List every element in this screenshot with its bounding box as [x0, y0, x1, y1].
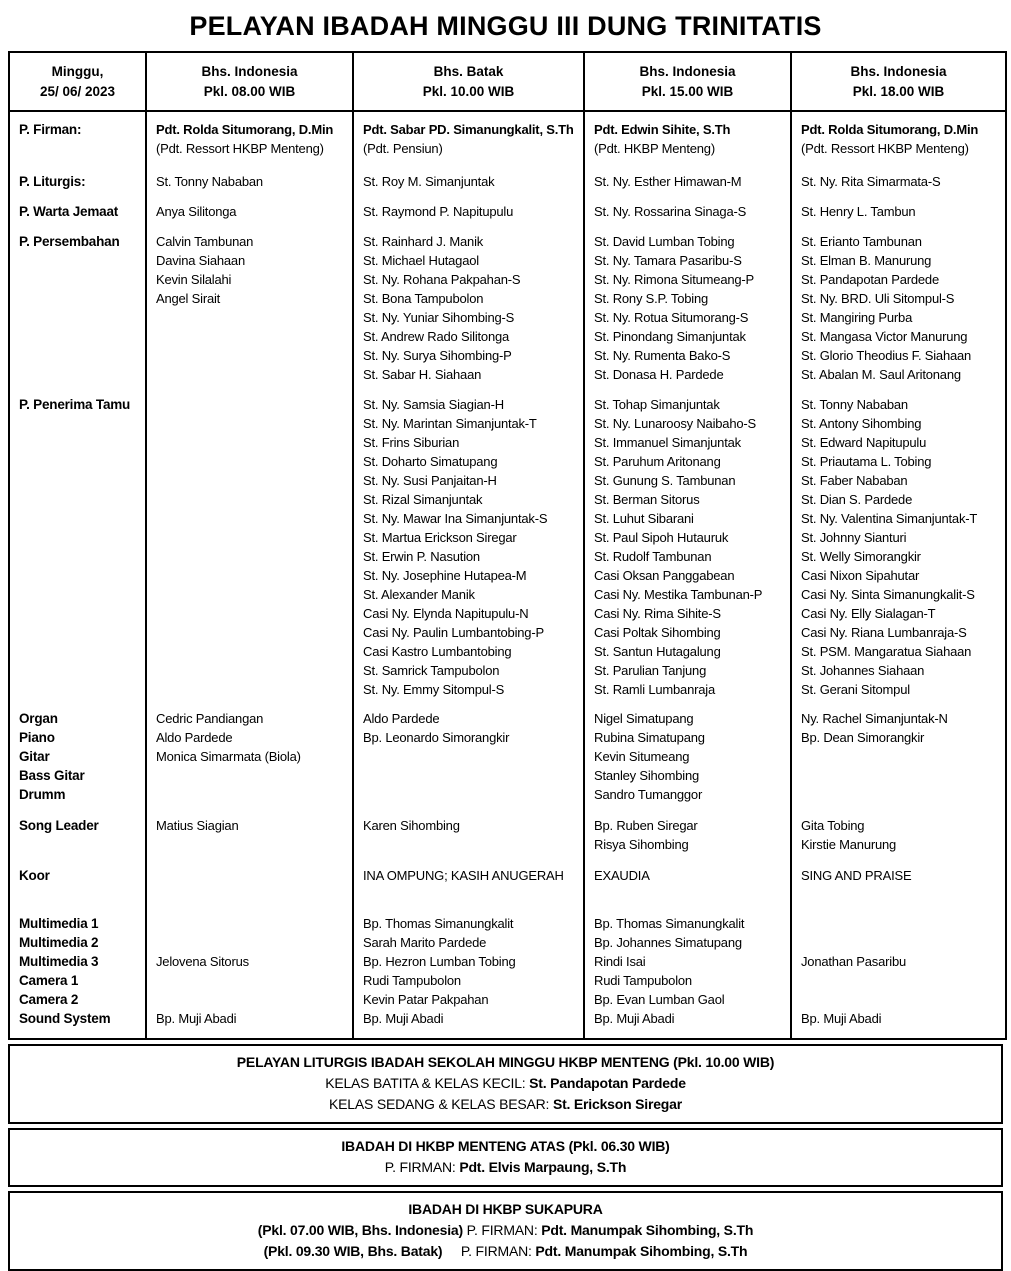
name-line: Casi Ny. Riana Lumbanraja-S	[801, 625, 967, 640]
name-line: St. Ny. Valentina Simanjuntak-T	[801, 511, 978, 526]
name-line: St. Ny. Rohana Pakpahan-S	[363, 272, 521, 287]
name-line: Casi Ny. Elynda Napitupulu-N	[363, 606, 529, 621]
section	[19, 232, 142, 395]
box-line	[10, 1220, 1001, 1241]
row-label: Piano	[19, 730, 55, 745]
row-label: Koor	[19, 868, 50, 883]
header-cell	[585, 53, 792, 110]
header-line: Pkl. 15.00 WIB	[641, 84, 734, 99]
name-line: St. David Lumban Tobing	[594, 234, 735, 249]
section	[19, 709, 142, 816]
name-line: Casi Nixon Sipahutar	[801, 568, 920, 583]
section	[801, 202, 1002, 232]
name-line: Bp. Muji Abadi	[801, 1011, 882, 1026]
name-line: Bp. Muji Abadi	[594, 1011, 675, 1026]
name-line: (Pdt. Ressort HKBP Menteng)	[801, 141, 969, 156]
name-line: Casi Ny. Mestika Tambunan-P	[594, 587, 763, 602]
name-line: Bp. Johannes Simatupang	[594, 935, 742, 950]
row-label: P. Liturgis:	[19, 174, 86, 189]
header-line: 25/ 06/ 2023	[39, 84, 116, 99]
name-line: Monica Simarmata (Biola)	[156, 749, 301, 764]
name-line: St. Glorio Theodius F. Siahaan	[801, 348, 972, 363]
section	[156, 866, 349, 914]
section	[363, 395, 580, 709]
notice-box-3	[8, 1191, 1003, 1271]
box-text-segment: KELAS SEDANG & KELAS BESAR:	[329, 1096, 553, 1112]
name-line: St. Doharto Simatupang	[363, 454, 498, 469]
name-line: Sarah Marito Pardede	[363, 935, 487, 950]
name-line: St. Gunung S. Tambunan	[594, 473, 736, 488]
row-label: Song Leader	[19, 818, 99, 833]
name-line: St. Rony S.P. Tobing	[594, 291, 709, 306]
name-line: St. Ny. Rimona Situmeang-P	[594, 272, 755, 287]
box-heading	[10, 1136, 1001, 1157]
section	[156, 709, 349, 816]
section	[594, 120, 787, 172]
section	[801, 232, 1002, 395]
name-line: Ny. Rachel Simanjuntak-N	[801, 711, 948, 726]
main-table	[8, 51, 1007, 1040]
name-line: St. Ny. Samsia Siagian-H	[363, 397, 504, 412]
section	[156, 816, 349, 866]
name-line: Casi Ny. Rima Sihite-S	[594, 606, 721, 621]
name-line: St. Ny. Lunaroosy Naibaho-S	[594, 416, 757, 431]
name-line: St. Ny. Susi Panjaitan-H	[363, 473, 497, 488]
section	[594, 172, 787, 202]
box-line	[10, 1241, 1001, 1262]
header-cell	[354, 53, 585, 110]
name-line: Matius Siagian	[156, 818, 239, 833]
name-line: St. Ny. Surya Sihombing-P	[363, 348, 512, 363]
name-line: Pdt. Sabar PD. Simanungkalit, S.Th	[363, 122, 574, 137]
name-line: Casi Poltak Sihombing	[594, 625, 721, 640]
box-heading	[10, 1199, 1001, 1220]
box-text-segment: St. Erickson Siregar	[552, 1096, 682, 1112]
section	[19, 120, 142, 172]
name-line: Aldo Pardede	[363, 711, 440, 726]
box-heading	[10, 1052, 1001, 1073]
name-line: Calvin Tambunan	[156, 234, 254, 249]
name-line: St. Roy M. Simanjuntak	[363, 174, 495, 189]
name-line: Casi Ny. Sinta Simanungkalit-S	[801, 587, 975, 602]
name-line: St. Ny. Mawar Ina Simanjuntak-S	[363, 511, 548, 526]
header-cell	[10, 53, 147, 110]
name-line: St. Ny. Yuniar Sihombing-S	[363, 310, 515, 325]
name-line	[156, 914, 349, 933]
name-line: St. Dian S. Pardede	[801, 492, 913, 507]
page-title: PELAYAN IBADAH MINGGU III DUNG TRINITATIS	[189, 11, 822, 41]
name-line: St. Paul Sipoh Hutauruk	[594, 530, 729, 545]
header-row	[10, 53, 1005, 112]
name-line: St. Abalan M. Saul Aritonang	[801, 367, 961, 382]
header-line: Bhs. Indonesia	[201, 64, 298, 79]
section	[801, 816, 1002, 866]
row-label: Multimedia 3	[19, 954, 99, 969]
name-line: Casi Oksan Panggabean	[594, 568, 735, 583]
name-line: Stanley Sihombing	[594, 768, 699, 783]
name-line: Kevin Silalahi	[156, 272, 232, 287]
service-column-1	[147, 112, 354, 1038]
name-line: Pdt. Edwin Sihite, S.Th	[594, 122, 731, 137]
name-line: St. Frins Siburian	[363, 435, 460, 450]
header-line: Pkl. 08.00 WIB	[203, 84, 296, 99]
name-line: St. Ny. Rotua Situmorang-S	[594, 310, 749, 325]
row-label: Gitar	[19, 749, 50, 764]
name-line: St. Ny. Rita Simarmata-S	[801, 174, 941, 189]
name-line: Bp. Thomas Simanungkalit	[594, 916, 745, 931]
section	[19, 816, 142, 866]
section	[594, 395, 787, 709]
section	[594, 816, 787, 866]
name-line: St. Mangasa Victor Manurung	[801, 329, 968, 344]
section	[594, 709, 787, 816]
name-line: Bp. Muji Abadi	[363, 1011, 444, 1026]
header-line: Pkl. 18.00 WIB	[852, 84, 945, 99]
section	[363, 120, 580, 172]
name-line: (Pdt. Pensiun)	[363, 141, 443, 156]
row-label: Bass Gitar	[19, 768, 85, 783]
section	[19, 866, 142, 914]
name-line: Rubina Simatupang	[594, 730, 705, 745]
name-line: St. Rudolf Tambunan	[594, 549, 712, 564]
name-line: St. Welly Simorangkir	[801, 549, 921, 564]
name-line: St. Henry L. Tambun	[801, 204, 916, 219]
section	[363, 816, 580, 866]
name-line: Anya Silitonga	[156, 204, 237, 219]
section	[363, 232, 580, 395]
header-cell	[147, 53, 354, 110]
section	[363, 172, 580, 202]
name-line: St. Ny. Emmy Sitompul-S	[363, 682, 505, 697]
name-line: St. Faber Nababan	[801, 473, 908, 488]
name-line: INA OMPUNG; KASIH ANUGERAH	[363, 868, 564, 883]
name-line: St. Tonny Nababan	[156, 174, 263, 189]
name-line: St. PSM. Mangaratua Siahaan	[801, 644, 972, 659]
name-line: (Pdt. HKBP Menteng)	[594, 141, 715, 156]
name-line	[156, 990, 349, 1009]
name-line: Kirstie Manurung	[801, 837, 897, 852]
name-line	[801, 914, 1002, 933]
name-line: St. Bona Tampubolon	[363, 291, 484, 306]
header-line: Bhs. Indonesia	[850, 64, 947, 79]
name-line	[801, 971, 1002, 990]
section	[594, 202, 787, 232]
section	[801, 395, 1002, 709]
row-label: Drumm	[19, 787, 66, 802]
section	[363, 866, 580, 914]
name-line: St. Johannes Siahaan	[801, 663, 925, 678]
section	[156, 232, 349, 395]
section	[156, 120, 349, 172]
name-line	[801, 990, 1002, 1009]
name-line: St. Ny. Tamara Pasaribu-S	[594, 253, 742, 268]
box-text-segment: P. FIRMAN:	[466, 1222, 542, 1238]
notice-box-2	[8, 1128, 1003, 1187]
row-label: Multimedia 1	[19, 916, 99, 931]
name-line: Bp. Leonardo Simorangkir	[363, 730, 510, 745]
section	[156, 202, 349, 232]
name-line: EXAUDIA	[594, 868, 650, 883]
box-text-segment: (Pkl. 07.00 WIB, Bhs. Indonesia)	[257, 1222, 467, 1238]
name-line: SING AND PRAISE	[801, 868, 912, 883]
name-line: Bp. Evan Lumban Gaol	[594, 992, 725, 1007]
section	[594, 232, 787, 395]
name-line: St. Immanuel Simanjuntak	[594, 435, 741, 450]
name-line: Bp. Hezron Lumban Tobing	[363, 954, 516, 969]
name-line: St. Parulian Tanjung	[594, 663, 707, 678]
name-line: St. Luhut Sibarani	[594, 511, 694, 526]
box-text-segment: Pdt. Elvis Marpaung, S.Th	[459, 1159, 627, 1175]
name-line: Casi Ny. Paulin Lumbantobing-P	[363, 625, 544, 640]
name-line: Kevin Patar Pakpahan	[363, 992, 489, 1007]
row-label: P. Warta Jemaat	[19, 204, 119, 219]
box-text-segment: P. FIRMAN:	[460, 1243, 536, 1259]
row-label: P. Firman:	[19, 122, 82, 137]
name-line: (Pdt. Ressort HKBP Menteng)	[156, 141, 324, 156]
name-line: Aldo Pardede	[156, 730, 233, 745]
section	[19, 914, 142, 1038]
name-line: Karen Sihombing	[363, 818, 460, 833]
name-line: Risya Sihombing	[594, 837, 689, 852]
name-line: St. Antony Sihombing	[801, 416, 922, 431]
name-line: Angel Sirait	[156, 291, 221, 306]
section	[801, 914, 1002, 1038]
name-line: St. Pinondang Simanjuntak	[594, 329, 746, 344]
name-line: St. Elman B. Manurung	[801, 253, 932, 268]
section	[363, 914, 580, 1038]
name-line: St. Santun Hutagalung	[594, 644, 721, 659]
name-line: St. Tohap Simanjuntak	[594, 397, 720, 412]
name-line: Bp. Dean Simorangkir	[801, 730, 925, 745]
name-line: St. Ny. Rumenta Bako-S	[594, 348, 731, 363]
section	[156, 172, 349, 202]
row-label: Camera 2	[19, 992, 79, 1007]
name-line: Sandro Tumanggor	[594, 787, 703, 802]
box-text-segment: Pdt. Manumpak Sihombing, S.Th	[535, 1243, 748, 1259]
name-line: St. Ny. Esther Himawan-M	[594, 174, 742, 189]
name-line: Rudi Tampubolon	[363, 973, 461, 988]
name-line: Casi Kastro Lumbantobing	[363, 644, 512, 659]
name-line: Kevin Situmeang	[594, 749, 690, 764]
name-line: St. Ny. Josephine Hutapea-M	[363, 568, 527, 583]
header-line: Minggu,	[51, 64, 104, 79]
row-label: Camera 1	[19, 973, 79, 988]
box-text-segment: St. Pandapotan Pardede	[529, 1075, 686, 1091]
row-label-column	[10, 112, 147, 1038]
name-line: Bp. Thomas Simanungkalit	[363, 916, 514, 931]
section	[19, 202, 142, 232]
name-line: St. Samrick Tampubolon	[363, 663, 500, 678]
name-line: Bp. Muji Abadi	[156, 1011, 237, 1026]
name-line: St. Ny. Marintan Simanjuntak-T	[363, 416, 537, 431]
name-line: St. Priautama L. Tobing	[801, 454, 932, 469]
name-line: St. Rainhard J. Manik	[363, 234, 484, 249]
section	[801, 172, 1002, 202]
box-line	[10, 1157, 1001, 1178]
box-line	[10, 1073, 1001, 1094]
name-line	[156, 971, 349, 990]
section	[594, 914, 787, 1038]
box-text-segment: P. FIRMAN:	[384, 1159, 460, 1175]
section	[19, 172, 142, 202]
name-line: St. Sabar H. Siahaan	[363, 367, 482, 382]
name-line: Gita Tobing	[801, 818, 865, 833]
name-line: St. Edward Napitupulu	[801, 435, 927, 450]
header-line: Bhs. Batak	[433, 64, 504, 79]
section	[156, 395, 349, 709]
name-line: St. Andrew Rado Silitonga	[363, 329, 510, 344]
name-line: Rindi Isai	[594, 954, 646, 969]
name-line	[156, 933, 349, 952]
name-line: St. Tonny Nababan	[801, 397, 908, 412]
name-line: St. Michael Hutagaol	[363, 253, 479, 268]
row-label: P. Persembahan	[19, 234, 120, 249]
name-line: Rudi Tampubolon	[594, 973, 692, 988]
section	[594, 866, 787, 914]
name-line: St. Berman Sitorus	[594, 492, 700, 507]
name-line: St. Raymond P. Napitupulu	[363, 204, 514, 219]
header-line: Bhs. Indonesia	[639, 64, 736, 79]
name-line: St. Johnny Sianturi	[801, 530, 907, 545]
section	[363, 202, 580, 232]
name-line: St. Rizal Simanjuntak	[363, 492, 483, 507]
box-text-segment: KELAS BATITA & KELAS KECIL:	[325, 1075, 530, 1091]
section	[363, 709, 580, 816]
service-column-3	[585, 112, 792, 1038]
name-line: St. Mangiring Purba	[801, 310, 913, 325]
name-line: St. Erianto Tambunan	[801, 234, 922, 249]
section	[801, 120, 1002, 172]
name-line: Pdt. Rolda Situmorang, D.Min	[801, 122, 979, 137]
name-line: Jelovena Sitorus	[156, 954, 249, 969]
name-line: St. Donasa H. Pardede	[594, 367, 724, 382]
name-line: St. Alexander Manik	[363, 587, 475, 602]
name-line: St. Pandapotan Pardede	[801, 272, 939, 287]
section	[19, 395, 142, 709]
name-line: St. Ny. Rossarina Sinaga-S	[594, 204, 747, 219]
name-line: Jonathan Pasaribu	[801, 954, 907, 969]
section	[801, 866, 1002, 914]
box-text-segment: IBADAH DI HKBP SUKAPURA	[408, 1201, 603, 1217]
row-label: Sound System	[19, 1011, 111, 1026]
header-line: Pkl. 10.00 WIB	[422, 84, 515, 99]
box-text-segment: (Pkl. 09.30 WIB, Bhs. Batak)	[263, 1243, 461, 1259]
box-text-segment: PELAYAN LITURGIS IBADAH SEKOLAH MINGGU HKBP MENTENG (Pkl. 10.00 WIB)	[236, 1054, 775, 1070]
name-line: Davina Siahaan	[156, 253, 245, 268]
service-column-2	[354, 112, 585, 1038]
name-line: St. Ny. BRD. Uli Sitompul-S	[801, 291, 955, 306]
name-line: St. Gerani Sitompul	[801, 682, 910, 697]
box-line	[10, 1094, 1001, 1115]
name-line: St. Erwin P. Nasution	[363, 549, 480, 564]
name-line	[801, 933, 1002, 952]
name-line: St. Ramli Lumbanraja	[594, 682, 715, 697]
row-label: Organ	[19, 711, 58, 726]
name-line: Casi Ny. Elly Sialagan-T	[801, 606, 936, 621]
header-cell	[792, 53, 1005, 110]
name-line: Cedric Pandiangan	[156, 711, 264, 726]
table-body	[10, 112, 1005, 1038]
name-line: St. Martua Erickson Siregar	[363, 530, 517, 545]
service-column-4	[792, 112, 1005, 1038]
row-label: P. Penerima Tamu	[19, 397, 131, 412]
notice-box-1	[8, 1044, 1003, 1124]
section	[156, 914, 349, 1038]
name-line: Bp. Ruben Siregar	[594, 818, 698, 833]
box-text-segment: Pdt. Manumpak Sihombing, S.Th	[541, 1222, 754, 1238]
section	[801, 709, 1002, 816]
name-line: Pdt. Rolda Situmorang, D.Min	[156, 122, 334, 137]
row-label: Multimedia 2	[19, 935, 99, 950]
name-line: St. Paruhum Aritonang	[594, 454, 721, 469]
name-line: Nigel Simatupang	[594, 711, 694, 726]
box-text-segment: IBADAH DI HKBP MENTENG ATAS (Pkl. 06.30 WIB)	[341, 1138, 670, 1154]
